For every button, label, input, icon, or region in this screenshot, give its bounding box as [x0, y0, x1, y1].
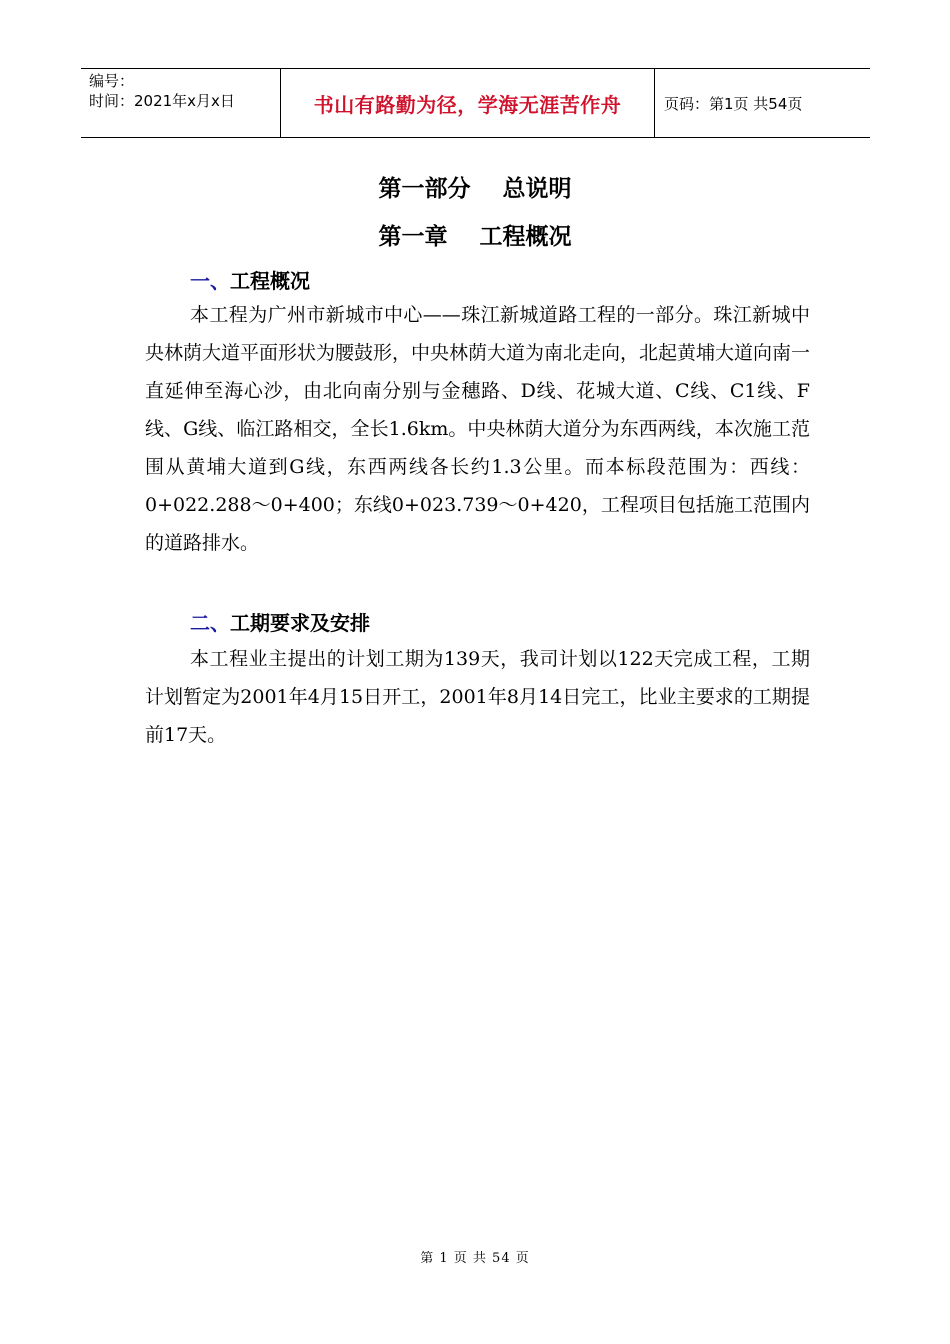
section-title: 工程概况 [230, 269, 310, 293]
section-heading-schedule [190, 607, 370, 636]
page-header [81, 68, 870, 138]
document-date-label: 时间：2021年x月x日 [89, 92, 235, 110]
header-meta-cell [81, 69, 281, 137]
section-heading-overview [190, 265, 310, 294]
document-number-label: 编号： [89, 72, 135, 90]
part-title: 第一部分 总说明 [378, 176, 572, 202]
page-footer: 第 1 页 共 54 页 [420, 1251, 530, 1266]
header-page-info: 页码：第1页 共54页 [664, 94, 803, 113]
paragraph-schedule: 本工程业主提出的计划工期为139天，我司计划以122天完成工程，工期计划暂定为2001年4月15日开工，2001年8月14日完工，比业主要求的工期提前17天。 [145, 648, 810, 746]
section-number: 一、 [190, 269, 230, 293]
chapter-title: 第一章 工程概况 [378, 224, 572, 250]
section-title: 工期要求及安排 [230, 611, 370, 635]
section-number: 二、 [190, 611, 230, 635]
header-motto: 书山有路勤为径，学海无涯苦作舟 [281, 69, 655, 137]
paragraph-overview: 本工程为广州市新城市中心——珠江新城道路工程的一部分。珠江新城中央林荫大道平面形状为腰鼓形，中央林荫大道为南北走向，北起黄埔大道向南一直延伸至海心沙，由北向南分别与金穗路、D线、花城大道、C线、C1线、F线、G线、临江路相交，全长1.6km。中央林荫大道分为东西两线，本次施工范围从黄埔大道到G线，东西两线各长约1.3公里。而本标段范围为：西线：0+022.288～0+400；东线0+023.739～0+420，工程项目包括施工范围内的道路排水。 [145, 304, 811, 554]
